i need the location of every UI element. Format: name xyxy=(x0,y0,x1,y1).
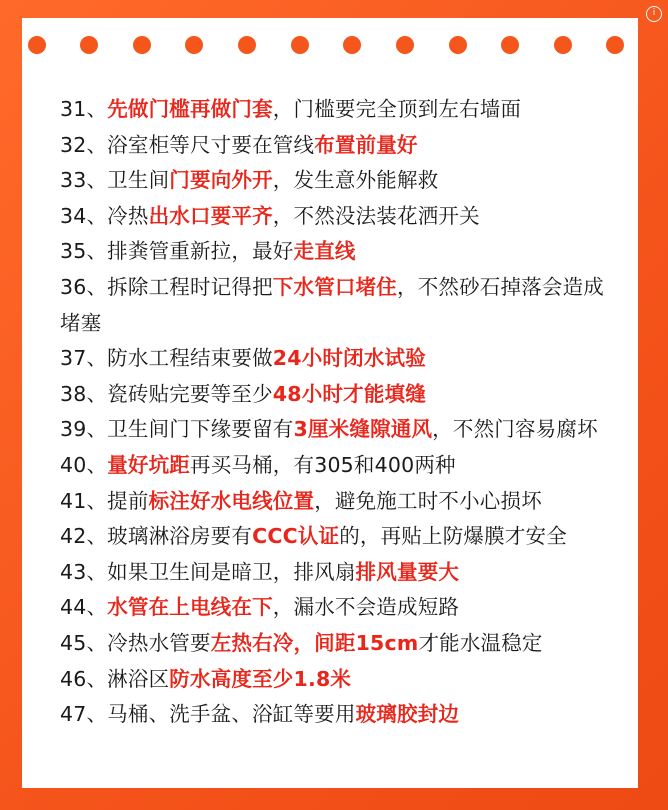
item-text: 44、 xyxy=(60,595,108,620)
item-text: 39、卫生间门下缘要留有 xyxy=(60,417,294,442)
highlighted-text: 48小时才能填缝 xyxy=(272,381,426,406)
decor-dot xyxy=(449,36,467,54)
item-text: 45、冷热水管要 xyxy=(60,630,211,655)
item-text: ，不然砂石掉落会造成堵塞 xyxy=(60,274,604,335)
list-item xyxy=(60,128,622,164)
item-text: 38、瓷砖贴完要等至少 xyxy=(60,381,273,406)
decor-dot xyxy=(554,36,572,54)
highlighted-text: 玻璃胶封边 xyxy=(355,702,460,727)
decor-dot xyxy=(291,36,309,54)
highlighted-text: 布置前量好 xyxy=(314,132,418,157)
decor-dot xyxy=(238,36,256,54)
item-text: 31、 xyxy=(60,97,108,121)
list-item xyxy=(60,448,622,484)
list-item xyxy=(60,270,622,341)
highlighted-text: 24小时闭水试验 xyxy=(272,346,426,371)
item-text: 再买马桶，有305和400两种 xyxy=(190,452,456,477)
item-text: 43、如果卫生间是暗卫，排风扇 xyxy=(60,559,356,584)
item-text: 40、 xyxy=(60,452,108,477)
list-item xyxy=(60,484,622,520)
highlighted-text: CCC认证 xyxy=(252,524,340,549)
highlighted-text: 走直线 xyxy=(293,239,356,264)
list-item xyxy=(60,199,622,235)
item-text: 42、玻璃淋浴房要有 xyxy=(60,524,253,549)
highlighted-text: 3厘米缝隙通风 xyxy=(293,417,433,442)
decor-dot xyxy=(28,36,46,54)
highlighted-text: 下水管口堵住 xyxy=(272,274,397,299)
decor-dot xyxy=(185,36,203,54)
list-item xyxy=(60,377,622,413)
highlighted-text: 排风量要大 xyxy=(355,559,460,584)
item-text: 37、防水工程结束要做 xyxy=(60,346,273,371)
item-text: ，避免施工时不小心损坏 xyxy=(314,488,542,513)
highlighted-text: 出水口要平齐 xyxy=(148,203,273,228)
item-text: 33、卫生间 xyxy=(60,168,170,193)
list-item xyxy=(60,697,622,733)
list-item xyxy=(60,555,622,591)
decor-dot xyxy=(501,36,519,54)
item-text: 47、马桶、洗手盆、浴缸等要用 xyxy=(60,702,356,727)
item-text: 35、排粪管重新拉，最好 xyxy=(60,239,294,264)
item-text: 46、淋浴区 xyxy=(60,666,170,691)
item-text: 34、冷热 xyxy=(60,203,149,228)
item-text: 32、浴室柜等尺寸要在管线 xyxy=(60,132,315,157)
list-item xyxy=(60,341,622,377)
list-item xyxy=(60,92,622,128)
highlighted-text: 水管在上电线在下 xyxy=(107,595,273,620)
item-text: 才能水温稳定 xyxy=(418,630,543,655)
decor-dot xyxy=(343,36,361,54)
list-item xyxy=(60,626,622,662)
highlighted-text: 先做门槛再做门套 xyxy=(107,97,273,121)
highlighted-text: 量好坑距 xyxy=(107,452,190,477)
list-item xyxy=(60,662,622,698)
item-text: ，门槛要完全顶到左右墙面 xyxy=(272,97,522,121)
item-text: 的，再贴上防爆膜才安全 xyxy=(339,524,567,549)
highlighted-text: 标注好水电线位置 xyxy=(148,488,315,513)
item-text: ，不然没法装花洒开关 xyxy=(272,203,480,228)
highlighted-text: 门要向外开 xyxy=(169,168,273,193)
content-card xyxy=(22,18,638,788)
decorative-dot-row xyxy=(22,36,638,56)
list-item xyxy=(60,412,622,448)
tips-list xyxy=(60,92,622,733)
decor-dot xyxy=(606,36,624,54)
decor-dot xyxy=(80,36,98,54)
list-item xyxy=(60,163,622,199)
list-item xyxy=(60,590,622,626)
item-text: ，发生意外能解救 xyxy=(272,168,439,193)
highlighted-text: 防水高度至少1.8米 xyxy=(169,666,352,691)
list-item xyxy=(60,519,622,555)
info-icon[interactable]: i xyxy=(646,6,662,22)
item-text: 41、提前 xyxy=(60,488,149,513)
decor-dot xyxy=(396,36,414,54)
item-text: ，不然门容易腐坏 xyxy=(432,417,598,442)
highlighted-text: 左热右冷，间距15cm xyxy=(210,630,419,655)
list-item xyxy=(60,234,622,270)
decor-dot xyxy=(133,36,151,54)
item-text: 36、拆除工程时记得把 xyxy=(60,274,273,299)
item-text: ，漏水不会造成短路 xyxy=(272,595,460,620)
